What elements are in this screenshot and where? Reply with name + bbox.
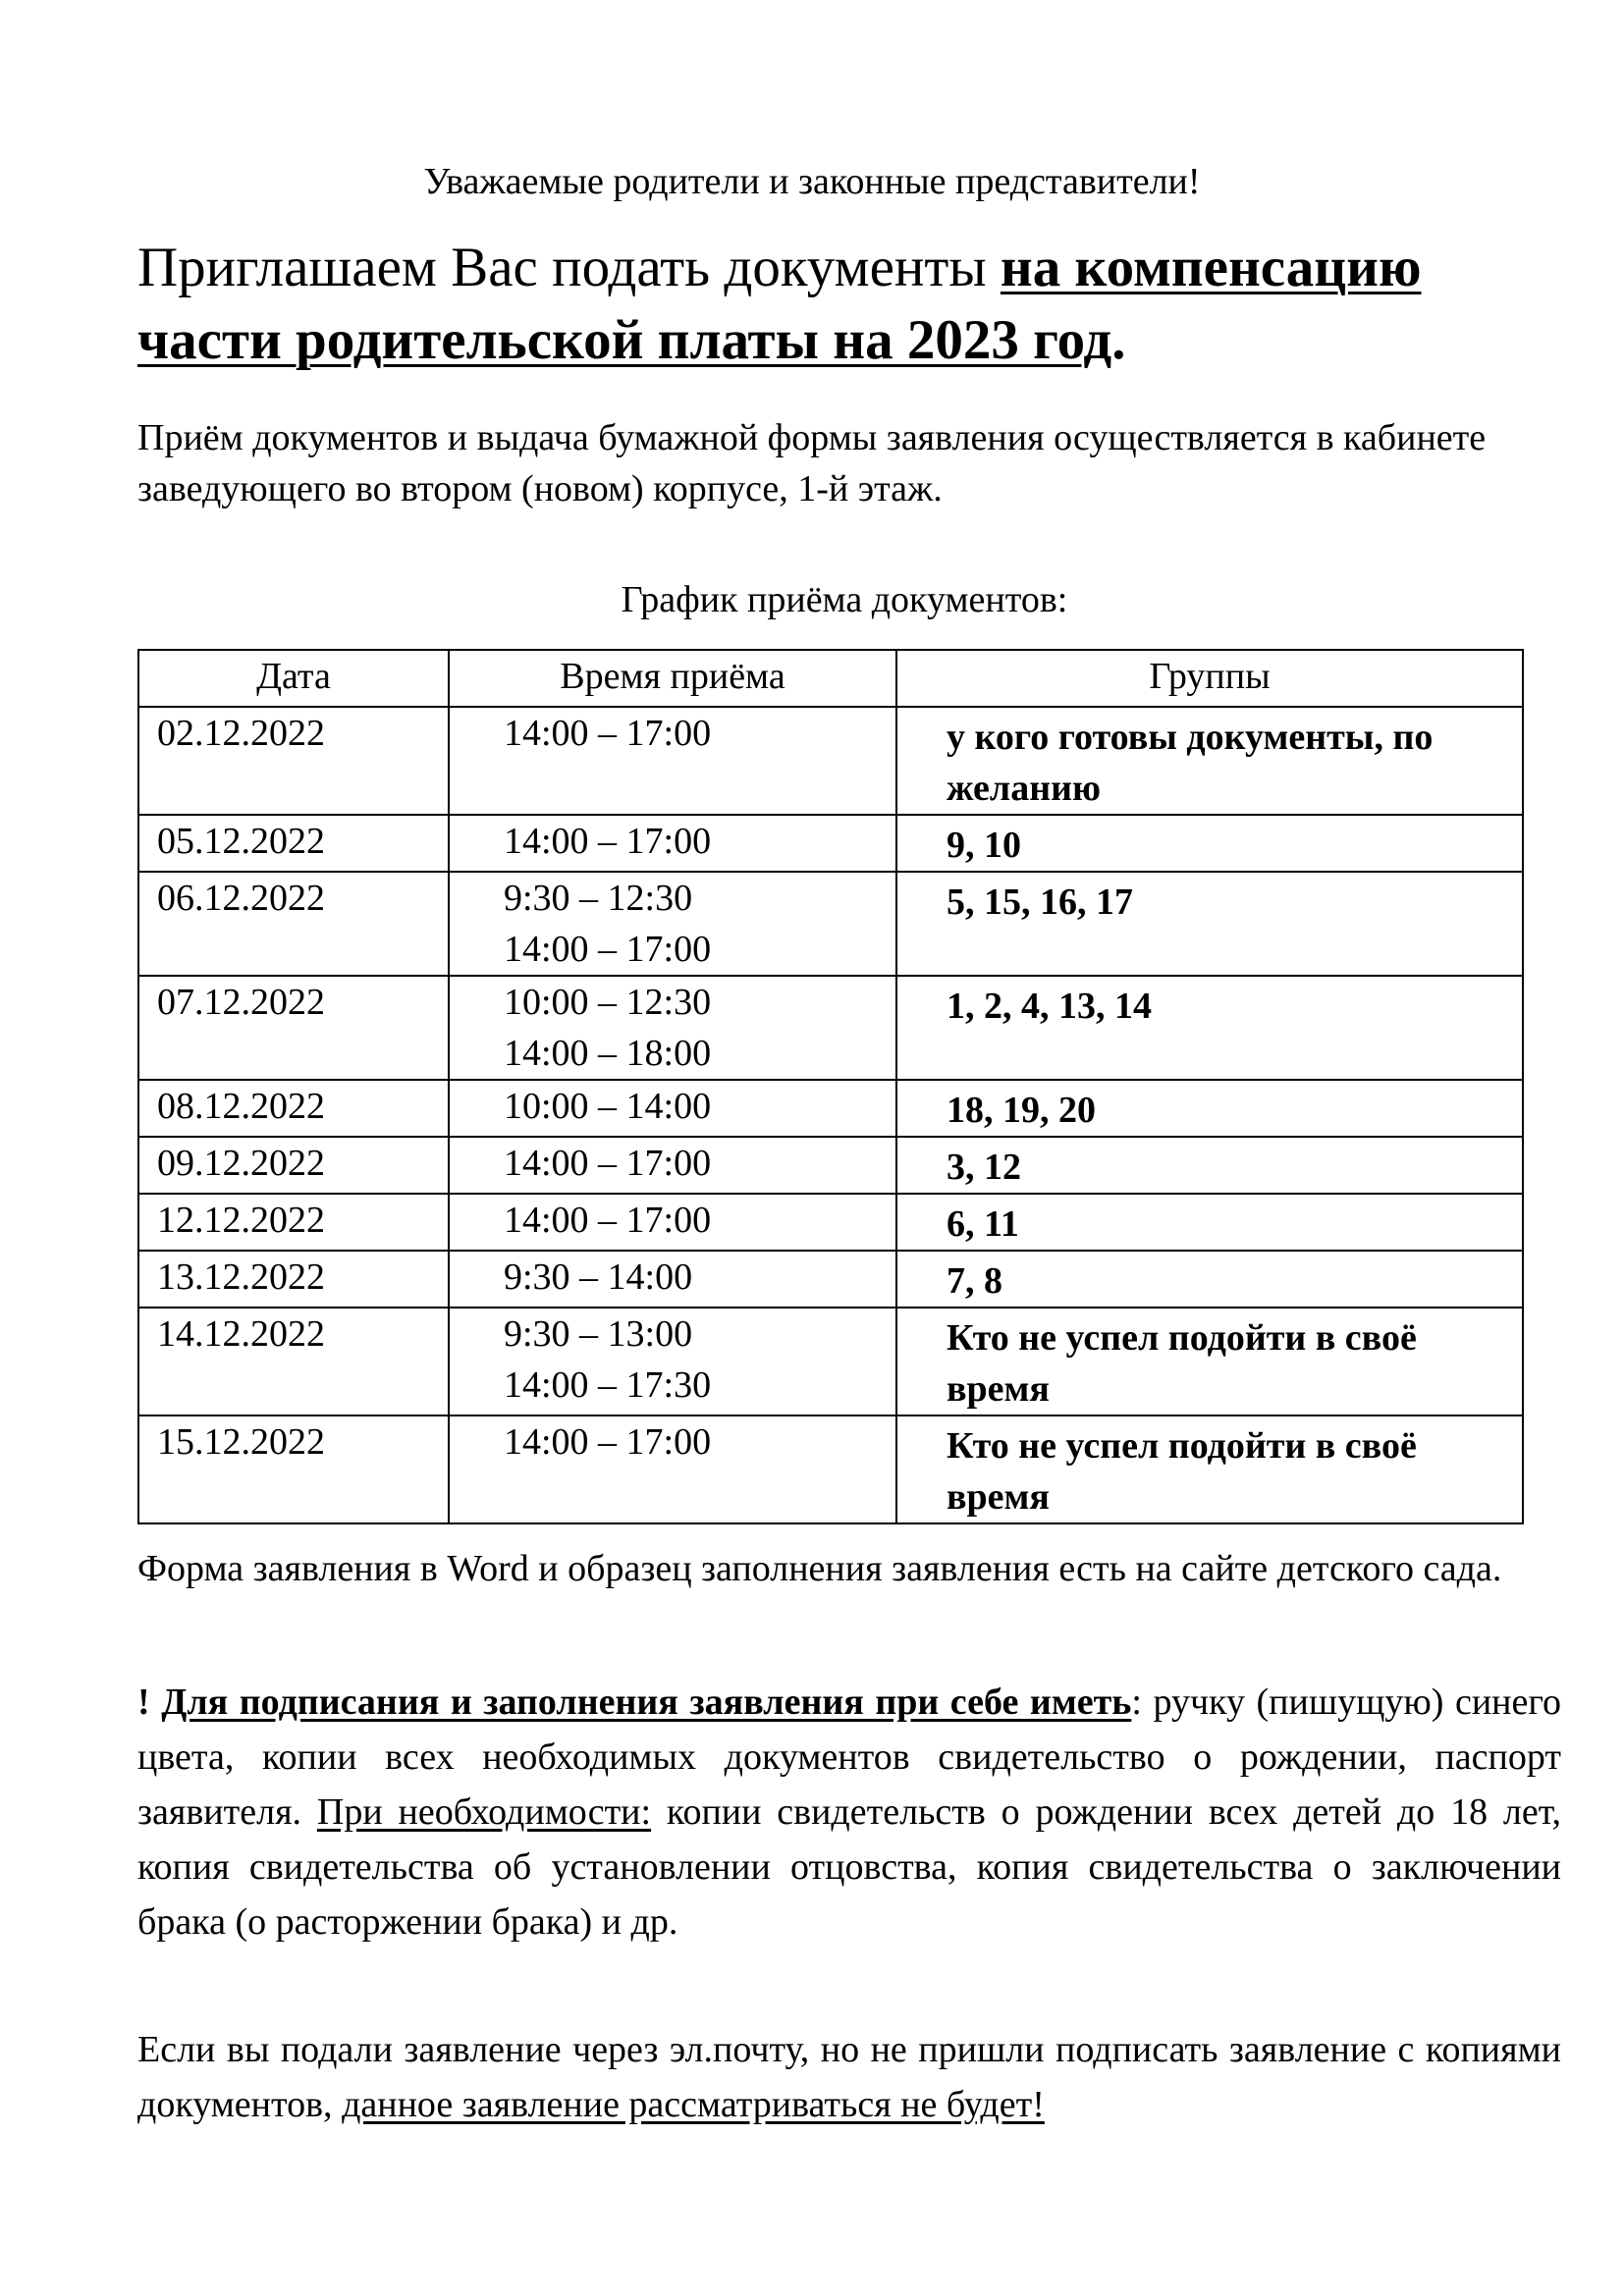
- time-slot: 9:30 – 13:00: [504, 1313, 693, 1355]
- table-row: [138, 872, 1523, 976]
- headline-suffix: .: [1111, 309, 1126, 371]
- time-slot: 14:00 – 17:00: [504, 929, 712, 970]
- required-text-2: копии свидетельств о рождении всех детей до 18 лет, копия свидетельства об установлении отцовства, копия свидетельства о заключении брака (о расторжении брака) и др.: [137, 1791, 1561, 1943]
- date-cell: 02.12.2022: [138, 707, 449, 815]
- required-colon: :: [1131, 1682, 1142, 1723]
- groups-cell: Кто не успел подойти в своё время: [896, 1308, 1523, 1415]
- date-cell: 13.12.2022: [138, 1251, 449, 1308]
- time-cell: [449, 707, 896, 815]
- headline: [137, 232, 1532, 377]
- time-cell: [449, 1251, 896, 1308]
- exclamation-mark: !: [137, 1682, 150, 1723]
- date-cell: 07.12.2022: [138, 976, 449, 1080]
- table-row: [138, 1137, 1523, 1194]
- time-cell: [449, 1415, 896, 1523]
- groups-cell: 18, 19, 20: [896, 1080, 1523, 1137]
- time-cell: [449, 1137, 896, 1194]
- table-row: [138, 1308, 1523, 1415]
- intro-paragraph: Приём документов и выдача бумажной формы заявления осуществляется в кабинете заведующего во втором (новом) корпусе, 1-й этаж.: [137, 417, 1487, 509]
- groups-cell: 6, 11: [896, 1194, 1523, 1251]
- required-documents-paragraph: [137, 1675, 1561, 1949]
- schedule-table: [137, 649, 1524, 1524]
- time-slot: 14:00 – 17:30: [504, 1364, 712, 1406]
- date-cell: 06.12.2022: [138, 872, 449, 976]
- table-row: [138, 815, 1523, 872]
- header-date: Дата: [138, 650, 449, 707]
- time-cell: [449, 976, 896, 1080]
- date-cell: 09.12.2022: [138, 1137, 449, 1194]
- groups-cell: у кого готовы документы, по желанию: [896, 707, 1523, 815]
- date-cell: 12.12.2022: [138, 1194, 449, 1251]
- form-note: Форма заявления в Word и образец заполнения заявления есть на сайте детского сада.: [137, 1548, 1502, 1589]
- time-cell: [449, 1194, 896, 1251]
- headline-emphasis: на компенсацию части родительской платы на 2023 год: [137, 237, 1422, 371]
- time-slot: 9:30 – 14:00: [504, 1256, 693, 1298]
- groups-cell: 7, 8: [896, 1251, 1523, 1308]
- time-slot: 9:30 – 12:30: [504, 878, 693, 919]
- time-cell: [449, 872, 896, 976]
- date-cell: 14.12.2022: [138, 1308, 449, 1415]
- warning-emphasis: данное заявление рассматриваться не будет!: [342, 2084, 1045, 2125]
- time-slot: 14:00 – 17:00: [504, 713, 712, 754]
- time-slot: 14:00 – 17:00: [504, 1143, 712, 1184]
- time-cell: [449, 1080, 896, 1137]
- time-slot: 10:00 – 14:00: [504, 1086, 712, 1127]
- header-groups: Группы: [896, 650, 1523, 707]
- groups-cell: 3, 12: [896, 1137, 1523, 1194]
- warning-text: Если вы подали заявление через эл.почту, но не пришли подписать заявление с копиями документов,: [137, 2029, 1561, 2125]
- table-row: [138, 1415, 1523, 1523]
- time-slot: 14:00 – 17:00: [504, 1200, 712, 1241]
- groups-cell: 9, 10: [896, 815, 1523, 872]
- groups-cell: Кто не успел подойти в своё время: [896, 1415, 1523, 1523]
- schedule-title: График приёма документов:: [621, 579, 1068, 620]
- greeting: Уважаемые родители и законные представители!: [423, 161, 1201, 202]
- table-row: [138, 1251, 1523, 1308]
- schedule-header-row: [138, 650, 1523, 707]
- warning-paragraph: [137, 2022, 1561, 2132]
- date-cell: 08.12.2022: [138, 1080, 449, 1137]
- headline-prefix: Приглашаем Вас подать документы: [137, 237, 1001, 298]
- date-cell: 05.12.2022: [138, 815, 449, 872]
- groups-cell: 1, 2, 4, 13, 14: [896, 976, 1523, 1080]
- groups-cell: 5, 15, 16, 17: [896, 872, 1523, 976]
- time-cell: [449, 815, 896, 872]
- if-needed-label: При необходимости:: [316, 1791, 652, 1833]
- time-slot: 10:00 – 12:30: [504, 982, 712, 1023]
- table-row: [138, 976, 1523, 1080]
- time-cell: [449, 1308, 896, 1415]
- time-slot: 14:00 – 18:00: [504, 1033, 712, 1074]
- time-slot: 14:00 – 17:00: [504, 821, 712, 862]
- header-time: Время приёма: [449, 650, 896, 707]
- required-text-1: ручку (пишущую) синего цвета, копии всех необходимых документов свидетельство о рождении, паспорт заявителя.: [137, 1682, 1562, 1833]
- table-row: [138, 1080, 1523, 1137]
- time-slot: 14:00 – 17:00: [504, 1421, 712, 1463]
- table-row: [138, 707, 1523, 815]
- date-cell: 15.12.2022: [138, 1415, 449, 1523]
- table-row: [138, 1194, 1523, 1251]
- required-title: Для подписания и заполнения заявления при себе иметь: [161, 1682, 1132, 1723]
